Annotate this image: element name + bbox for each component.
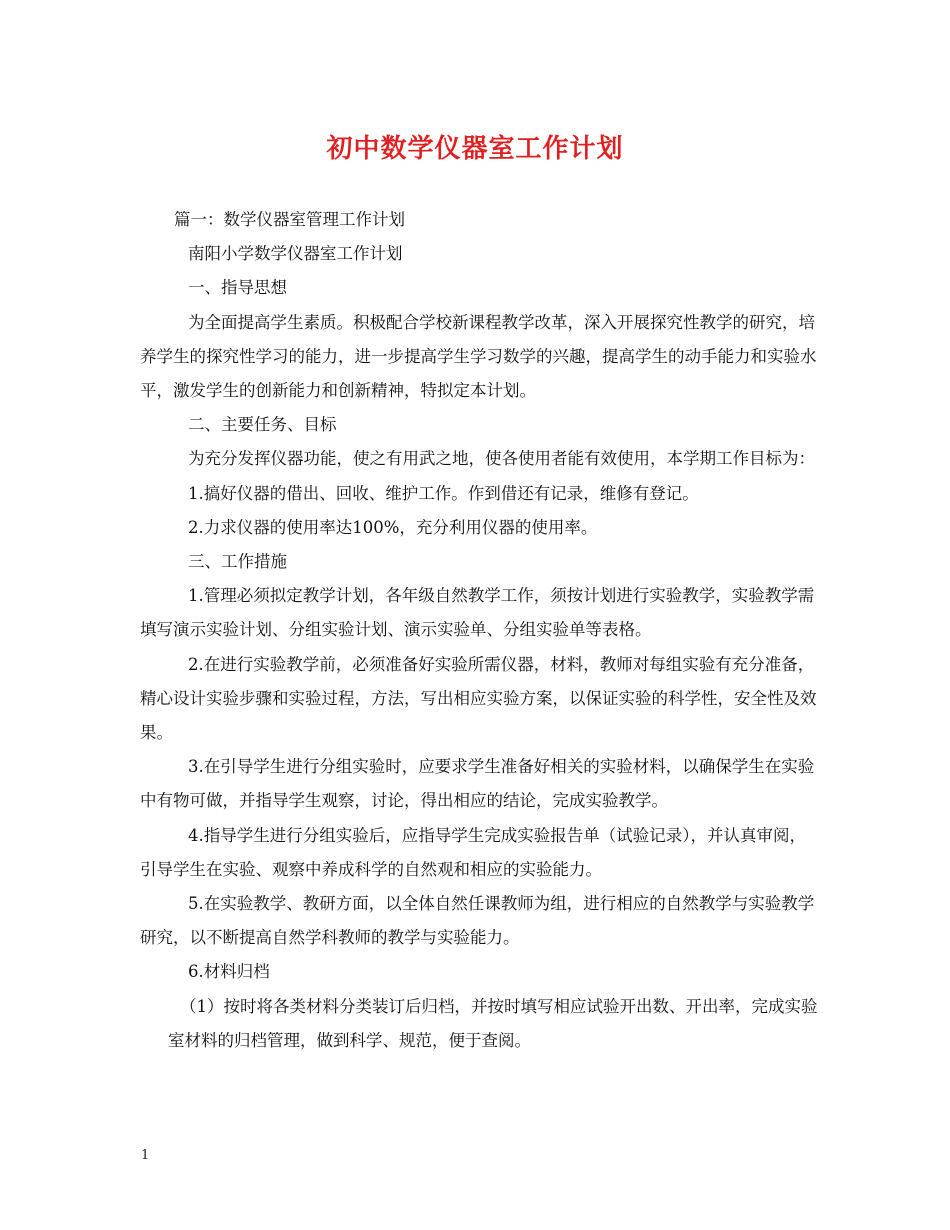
list-item: 2.在进行实验教学前，必须准备好实验所需仪器，材料，教师对每组实验有充分准备，精心设计实验步骤和实验过程，方法，写出相应实验方案，以保证实验的科学性，安全性及效果。 [140,654,817,743]
sub-list-item: （1）按时将各类材料分类装订后归档，并按时填写相应试验开出数、开出率，完成实验室材料的归档管理，做到科学、规范，便于查阅。 [168,996,818,1050]
section-heading: 二、主要任务、目标 [188,415,337,435]
list-item: 1.管理必须拟定教学计划，各年级自然教学工作，须按计划进行实验教学，实验教学需填写演示实验计划、分组实验计划、演示实验单、分组实验单等表格。 [140,586,815,640]
paragraph: 为全面提高学生素质。积极配合学校新课程教学改革，深入开展探究性教学的研究，培养学生的探究性学习的能力，进一步提高学生学习数学的兴趣，提高学生的动手能力和实验水平，激发学生的创新能力和创新精神，特拟定本计划。 [140,312,817,401]
section-heading: 一、指导思想 [188,278,287,298]
document-body [140,203,820,1058]
list-item: 4.指导学生进行分组实验后，应指导学生完成实验报告单（试验记录），并认真审阅，引导学生在实验、观察中养成科学的自然观和相应的实验能力。 [140,825,806,879]
list-item: 5.在实验教学、教研方面，以全体自然任课教师为组，进行相应的自然教学与实验教学研究，以不断提高自然学科教师的教学与实验能力。 [140,894,815,948]
section-heading: 三、工作措施 [188,552,287,572]
list-item: 6.材料归档 [188,962,270,982]
list-item: 2.力求仪器的使用率达100%，充分利用仪器的使用率。 [188,517,598,537]
subtitle: 南阳小学数学仪器室工作计划 [188,244,403,264]
page-number: 1 [141,1148,150,1163]
document-title: 初中数学仪器室工作计划 [326,134,624,164]
list-item: 1.搞好仪器的借出、回收、维护工作。作到借还有记录，维修有登记。 [188,483,699,503]
section-heading: 篇一：数学仪器室管理工作计划 [174,210,405,229]
paragraph: 为充分发挥仪器功能，使之有用武之地，使各使用者能有效使用，本学期工作目标为： [188,449,815,469]
list-item: 3.在引导学生进行分组实验时，应要求学生准备好相关的实验材料，以确保学生在实验中有物可做，并指导学生观察，讨论，得出相应的结论，完成实验教学。 [140,757,815,811]
